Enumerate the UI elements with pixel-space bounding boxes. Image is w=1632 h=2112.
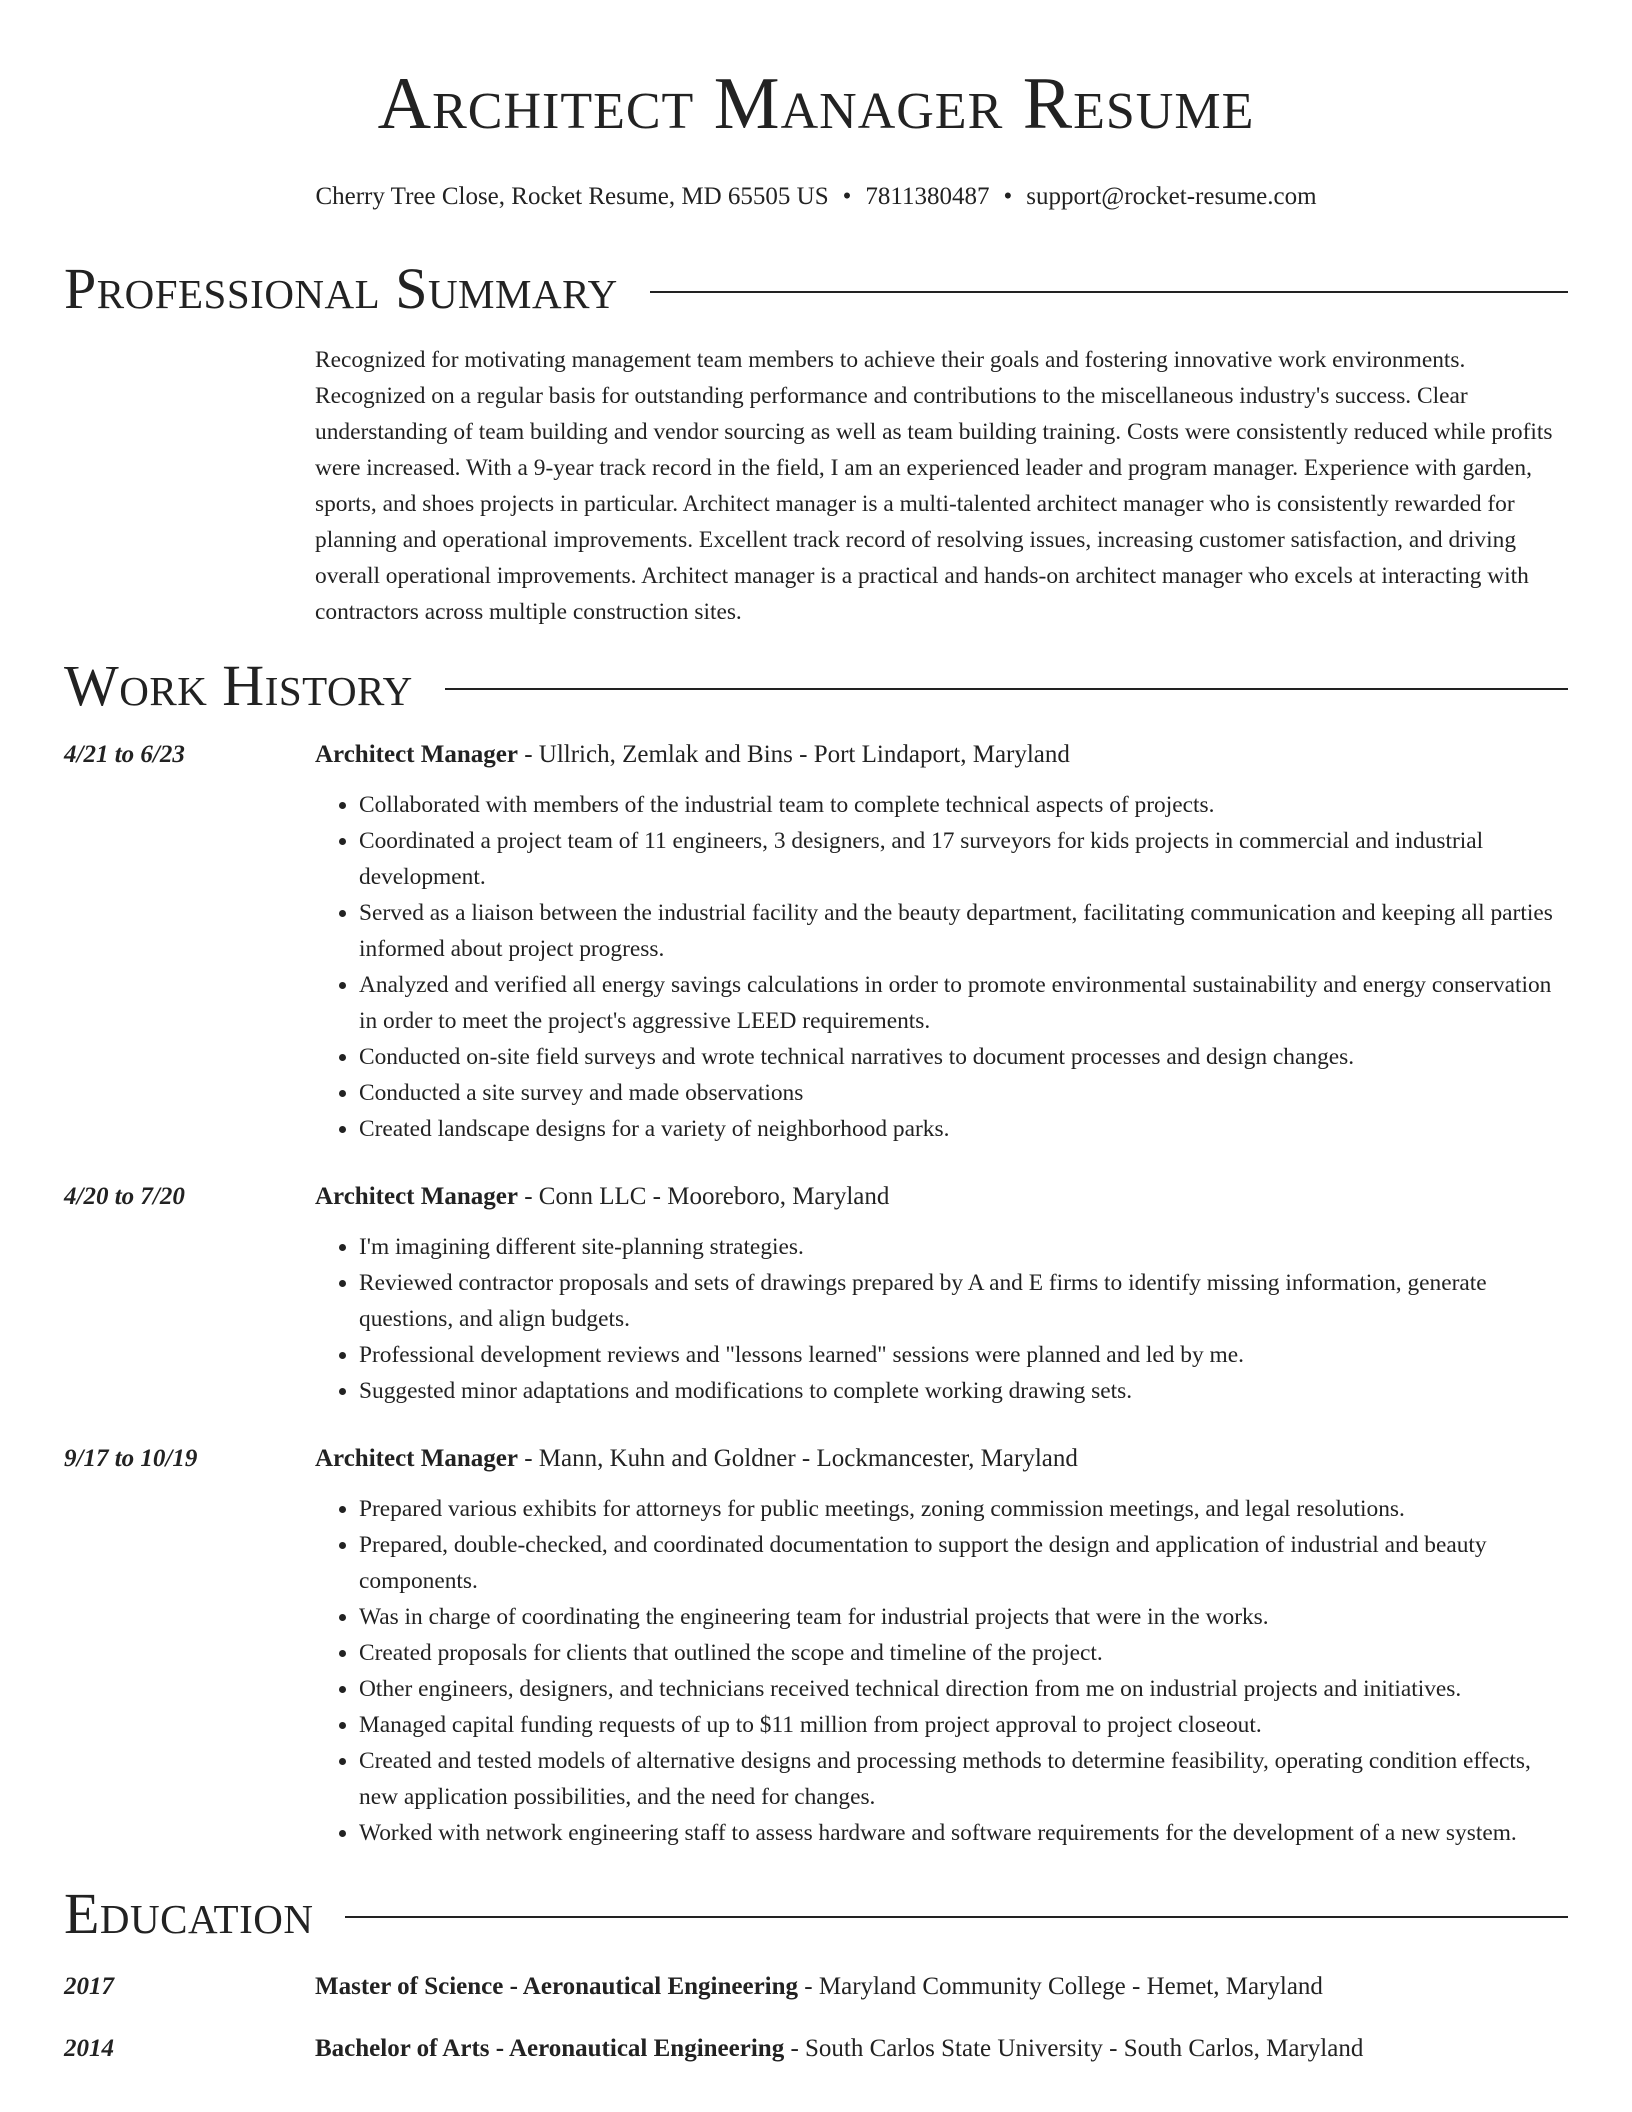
job-bullet: • Created landscape designs for a variety of neighborhood parks. (359, 1111, 1568, 1147)
job-bullet: • Coordinated a project team of 11 engineers, 3 designers, and 17 surveyors for kids projects in commercial and industrial development. (359, 823, 1568, 895)
education-degree: Master of Science - Aeronautical Engineering (315, 1973, 799, 2001)
summary-text: Recognized for motivating management team members to achieve their goals and fostering innovative work environments. Recognized on a regular basis for outstanding performance and contributions to the miscellaneous industry's success. Clear understanding of team building and vendor sourcing as well as team building training. Costs were consistently reduced while profits were increased. With a 9-year track record in the field, I am an experienced leader and program manager. Experience with garden, sports, and shoes projects in particular. Architect manager is a multi-talented architect manager who is consistently rewarded for planning and operational improvements. Excellent track record of resolving issues, increasing customer satisfaction, and driving overall operational improvements. Architect manager is a practical and hands-on architect manager who excels at interacting with contractors across multiple construction sites. (315, 347, 1553, 625)
summary-section-heading (64, 256, 1568, 322)
section-divider (345, 1916, 1568, 1918)
job-dates: 4/20 to 7/20 (64, 1183, 185, 1211)
job-bullet: • Worked with network engineering staff to assess hardware and software requirements for the development of a new system. (359, 1815, 1568, 1851)
job-entry (64, 1179, 1568, 1409)
job-bullet: • Analyzed and verified all energy savings calculations in order to promote environmental sustainability and energy conservation in order to meet the project's aggressive LEED requirements. (359, 967, 1568, 1039)
resume-title: Architect Manager Resume (377, 63, 1255, 145)
section-divider (650, 291, 1568, 293)
job-details: - Ullrich, Zemlak and Bins - Port Lindaport, Maryland (517, 741, 1070, 769)
job-details: - Mann, Kuhn and Goldner - Lockmancester, Maryland (517, 1445, 1078, 1473)
education-body (315, 1969, 1568, 2005)
job-bullet: • Created and tested models of alternative designs and processing methods to determine feasibility, operating condition effects, new application possibilities, and the need for changes. (359, 1743, 1568, 1815)
education-section-heading (64, 1881, 1568, 1947)
contact-line (64, 182, 1568, 212)
job-bullet: • Managed capital funding requests of up to $11 million from project approval to project closeout. (359, 1707, 1568, 1743)
contact-address: Cherry Tree Close, Rocket Resume, MD 65505 US (315, 183, 829, 210)
job-bullet: • Was in charge of coordinating the engineering team for industrial projects that were in the works. (359, 1599, 1568, 1635)
job-headline (315, 1441, 1568, 1477)
education-degree: Bachelor of Arts - Aeronautical Engineering (315, 2035, 785, 2063)
job-bullet: • Suggested minor adaptations and modifications to complete working drawing sets. (359, 1373, 1568, 1409)
job-title: Architect Manager (315, 1183, 518, 1211)
job-bullet: • Created proposals for clients that outlined the scope and timeline of the project. (359, 1635, 1568, 1671)
education-entry (64, 1969, 1568, 2005)
job-title: Architect Manager (315, 741, 518, 769)
job-entry (64, 1441, 1568, 1851)
job-body (315, 1179, 1568, 1409)
contact-separator: • (1003, 183, 1013, 210)
job-title: Architect Manager (315, 1445, 518, 1473)
job-bullet: • Served as a liaison between the industrial facility and the beauty department, facilitating communication and keeping all parties informed about project progress. (359, 895, 1568, 967)
job-bullet: • Prepared various exhibits for attorneys for public meetings, zoning commission meetings, and legal resolutions. (359, 1491, 1568, 1527)
education-heading: Education (64, 1881, 314, 1947)
education-headline (315, 2031, 1568, 2067)
job-bullets (315, 1491, 1568, 1851)
section-divider (445, 688, 1568, 690)
contact-email: support@rocket-resume.com (1026, 183, 1317, 210)
job-bullet: • Reviewed contractor proposals and sets of drawings prepared by A and E firms to identify missing information, generate questions, and align budgets. (359, 1265, 1568, 1337)
job-bullet: • Professional development reviews and "lessons learned" sessions were planned and led by me. (359, 1337, 1568, 1373)
job-details: - Conn LLC - Mooreboro, Maryland (517, 1183, 890, 1211)
education-year: 2017 (64, 1973, 114, 2001)
education-body (315, 2031, 1568, 2067)
job-bullets (315, 1229, 1568, 1409)
work-history-list (64, 737, 1568, 1851)
job-body (315, 1441, 1568, 1851)
contact-separator: • (842, 183, 852, 210)
job-headline (315, 737, 1568, 773)
job-bullet: • Collaborated with members of the industrial team to complete technical aspects of projects. (359, 787, 1568, 823)
job-bullets (315, 787, 1568, 1147)
job-bullet: • Prepared, double-checked, and coordinated documentation to support the design and application of industrial and beauty components. (359, 1527, 1568, 1599)
job-entry (64, 737, 1568, 1147)
job-dates: 9/17 to 10/19 (64, 1445, 198, 1473)
work-heading: Work History (64, 653, 413, 719)
job-headline (315, 1179, 1568, 1215)
education-year: 2014 (64, 2035, 114, 2063)
education-list (64, 1969, 1568, 2067)
job-bullet: • Conducted a site survey and made observations (359, 1075, 1568, 1111)
education-details: - South Carlos State University - South Carlos, Maryland (784, 2035, 1364, 2063)
job-dates: 4/21 to 6/23 (64, 741, 185, 769)
education-details: - Maryland Community College - Hemet, Maryland (798, 1973, 1323, 2001)
contact-phone: 7811380487 (865, 183, 990, 210)
education-entry (64, 2031, 1568, 2067)
job-bullet: • I'm imagining different site-planning strategies. (359, 1229, 1568, 1265)
job-body (315, 737, 1568, 1147)
work-section-heading (64, 653, 1568, 719)
job-bullet: • Conducted on-site field surveys and wrote technical narratives to document processes and design changes. (359, 1039, 1568, 1075)
education-headline (315, 1969, 1568, 2005)
summary-heading: Professional Summary (64, 256, 618, 321)
job-bullet: • Other engineers, designers, and technicians received technical direction from me on industrial projects and initiatives. (359, 1671, 1568, 1707)
